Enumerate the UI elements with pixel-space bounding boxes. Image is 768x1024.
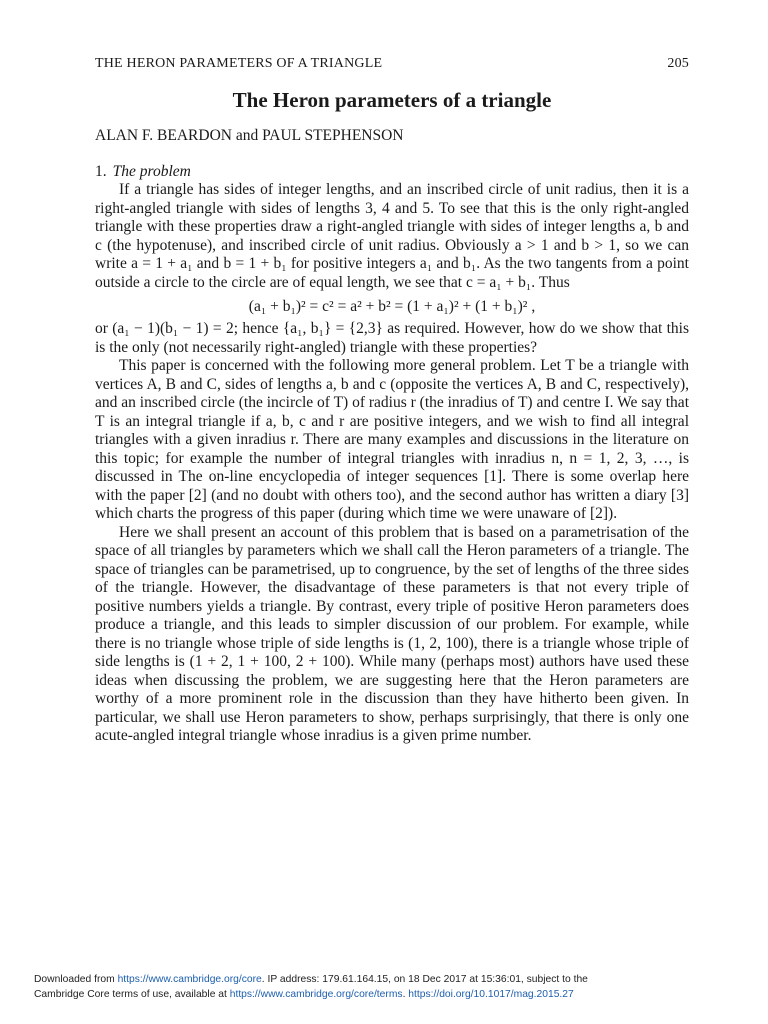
display-equation: (a₁ + b₁)² = c² = a² + b² = (1 + a₁)² + (1 + b₁)² , [248, 298, 536, 315]
footer-line-1: Downloaded from https://www.cambridge.org/core. IP address: 179.61.164.15, on 18 Dec 2017 at 15:36:01, subject to the [34, 974, 588, 985]
running-title: THE HERON PARAMETERS OF A TRIANGLE [95, 56, 383, 71]
page-number: 205 [667, 56, 689, 71]
paragraph-4: Here we shall present an account of this problem that is based on a parametrisation of the space of all triangles by parameters which we shall call the Heron parameters of a triangle. The space of triangles can be parametrised, up to congruence, by the set of lengths of the three sides of the triangle. However, the disadvantage of these parameters is that not every triple of positive numbers yields a triangle. By contrast, every triple of positive Heron parameters does produce a triangle, and this leads to simpler discussion of our problem. For example, while there is no triangle whose triple of side lengths is (1, 2, 100), there is a triangle whose triple of side lengths is (1 + 2, 1 + 100, 2 + 100). While many (perhaps most) authors have used these ideas when discussing the problem, we are suggesting here that the Heron parameters are worthy of a more prominent role in the discussion than they have hitherto been given. In particular, we shall use Heron parameters to show, perhaps surprisingly, that there is only one acute-angled integral triangle whose inradius is a given prime number. [95, 523, 689, 744]
article-authors: ALAN F. BEARDON and PAUL STEPHENSON [95, 127, 404, 144]
download-footer [34, 972, 734, 1002]
section-title: The problem [112, 163, 191, 180]
section-heading [95, 163, 689, 181]
doi-link[interactable]: https://doi.org/10.1017/mag.2015.27 [408, 989, 574, 1000]
article-page [95, 56, 689, 746]
paragraph-1: If a triangle has sides of integer lengths, and an inscribed circle of unit radius, then it is a right-angled triangle with sides of lengths 3, 4 and 5. To see that this is the only right-angled triangle with these properties draw a right-angled triangle with sides of integer lengths a, b and c (the hypotenuse), and inscribed circle of unit radius. Obviously a > 1 and b > 1, so we can write a = 1 + a₁ and b = 1 + b₁ for positive integers a₁ and b₁. As the two tangents from a point outside a circle to the circle are of equal length, we see that c = a₁ + b₁. Thus [95, 181, 689, 291]
terms-link[interactable]: https://www.cambridge.org/core/terms [229, 989, 403, 1000]
section-number: 1. [95, 163, 107, 180]
footer-line-2: Cambridge Core terms of use, available at https://www.cambridge.org/core/terms. https://doi.org/10.1017/mag.2015.27 [34, 989, 574, 1000]
paragraph-2: or (a₁ − 1)(b₁ − 1) = 2; hence {a₁, b₁} = {2,3} as required. However, how do we show that this is the only (not necessarily right-angled) triangle with these properties? [95, 320, 689, 356]
article-title: The Heron parameters of a triangle [232, 88, 552, 112]
core-link[interactable]: https://www.cambridge.org/core [117, 974, 262, 985]
paragraph-3: This paper is concerned with the following more general problem. Let T be a triangle with vertices A, B and C, sides of lengths a, b and c (opposite the vertices A, B and C, respectively), and an inscribed circle (the incircle of T) of radius r (the inradius of T) and centre I. We say that T is an integral triangle if a, b, c and r are positive integers, and we wish to find all integral triangles with a given inradius r. There are many examples and discussions in the literature on this topic; for example the number of integral triangles with inradius n, n = 1, 2, 3, …, is discussed in The on-line encyclopedia of integer sequences [1]. There is some overlap here with the paper [2] (and no doubt with others too), and the second author has written a diary [3] which charts the progress of this paper (during which time we were unaware of [2]). [95, 357, 689, 522]
running-header [95, 56, 689, 72]
